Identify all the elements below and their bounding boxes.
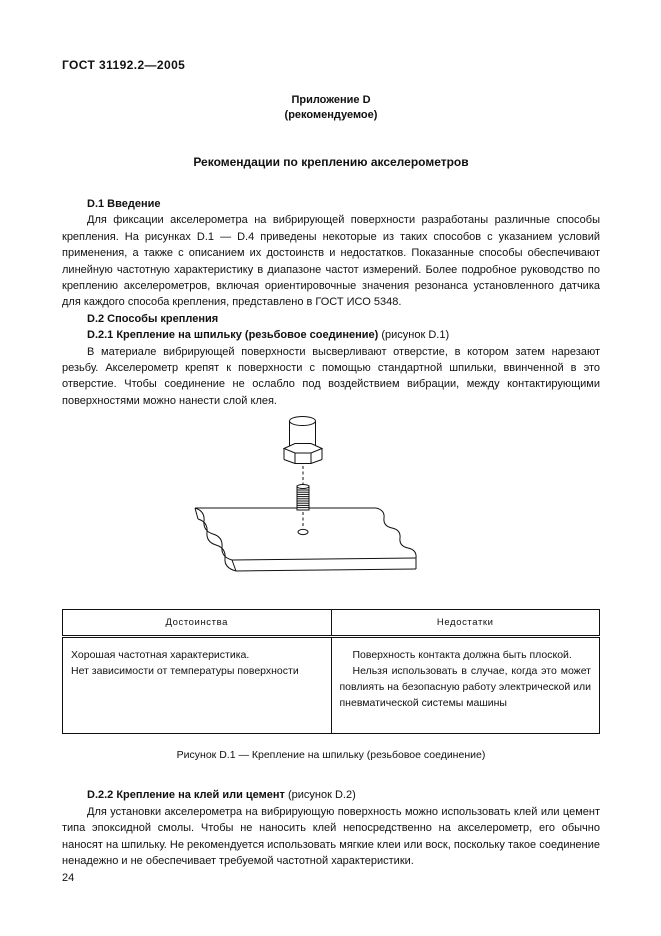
table-row — [63, 637, 600, 734]
table-header-disadvantages: Недостатки — [331, 610, 600, 637]
section-d22-heading-suffix: (рисунок D.2) — [284, 789, 356, 802]
section-d21-paragraph: В материале вибрирующей поверхности высверливают отверстие, в котором затем нарезают резьбу. Акселерометр крепят к поверхности с помощью стандартной шпильки, ввинченной в это отверстие. Чтобы соединение не ослабло под воздействием вибрации, между контактирующими поверхностями можно нанести слой клея. — [62, 345, 600, 407]
section-d21-heading-bold: D.2.1 Крепление на шпильку (резьбовое соединение) — [87, 329, 379, 342]
page-title: Рекомендации по креплению акселерометров — [193, 155, 469, 169]
accelerometer-stud-mounting-diagram — [192, 413, 432, 585]
tapped-hole — [298, 530, 308, 535]
hex-nut-base — [284, 444, 322, 464]
disadvantages-cell — [331, 637, 600, 734]
appendix-subtitle: (рекомендуемое) — [284, 109, 378, 121]
section-d2-heading: D.2 Способы крепления — [87, 312, 219, 325]
advantages-cell — [63, 637, 332, 734]
section-d22-paragraph: Для установки акселерометра на вибрирующую поверхность можно использовать клей или цемент типа эпоксидной смолы. Чтобы не наносить клей непосредственно на акселерометр, его обычно наносят на шпильку. Не рекомендуется использовать мягкие клеи или воск, поскольку такое соединение ненадежно и не обеспечивает требуемой частотной характеристики. — [62, 805, 600, 867]
disadvantage-item: Поверхность контакта должна быть плоской. — [352, 649, 572, 662]
figure-d1-caption: Рисунок D.1 — Крепление на шпильку (резьбовое соединение) — [176, 749, 486, 762]
section-d21-heading-suffix: (рисунок D.1) — [378, 329, 450, 342]
appendix-title: Приложение D — [291, 94, 371, 106]
accelerometer-body — [290, 417, 316, 448]
appendix-heading — [62, 93, 600, 123]
section-d22-heading-bold: D.2.2 Крепление на клей или цемент — [87, 789, 285, 802]
section-d1-heading: D.1 Введение — [87, 198, 161, 210]
advantages-disadvantages-table — [62, 609, 600, 734]
vibrating-surface-plate — [195, 508, 416, 571]
standard-code: ГОСТ 31192.2—2005 — [62, 58, 186, 72]
disadvantage-item: Нельзя использовать в случае, когда это может повлиять на безопасную работу электрической или пневматической системы машины — [339, 665, 591, 710]
section-d21-heading — [62, 327, 600, 343]
section-d22-heading — [62, 787, 600, 803]
advantage-item: Хорошая частотная характеристика. — [71, 649, 250, 662]
section-d1-paragraph: Для фиксации акселерометра на вибрирующей поверхности разработаны различные способы крепления. На рисунках D.1 — D.4 приведены некоторые из таких способов с указанием условий применения, а также с описанием их достоинств и недостатков. Показанные способы обеспечивают линейную частотную характеристику в диапазоне частот измерений. Более подробное руководство по креплению акселерометров, включая ориентировочные значения резонанса установленного датчика для каждого способа крепления, представлено в ГОСТ ИСО 5348. — [62, 214, 600, 309]
table-header-row — [63, 610, 600, 637]
mounting-stud — [297, 485, 309, 511]
figure-d1-diagram — [192, 413, 432, 585]
table-header-advantages: Достоинства — [63, 610, 332, 637]
page-number: 24 — [62, 872, 75, 885]
advantage-item: Нет зависимости от температуры поверхности — [71, 665, 299, 678]
